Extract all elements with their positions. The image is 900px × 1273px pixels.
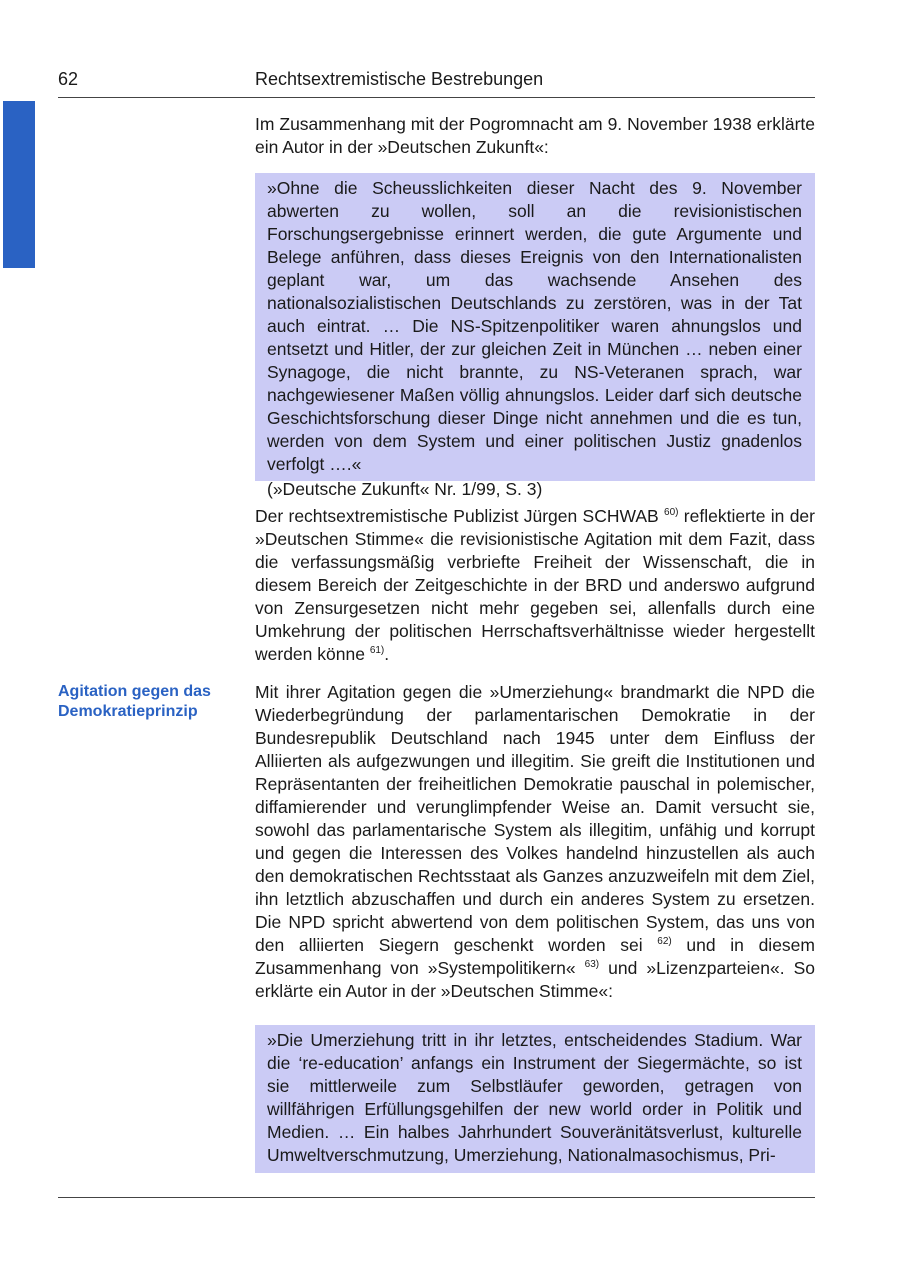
paragraph-schwab bbox=[255, 505, 815, 666]
quote-box-deutsche-stimme bbox=[255, 1025, 815, 1173]
page-number: 62 bbox=[58, 69, 79, 89]
paragraph-agitation bbox=[255, 681, 815, 1003]
quote-box-deutsche-zukunft bbox=[255, 173, 815, 499]
footnote-ref-63: 63) bbox=[584, 959, 600, 970]
paragraph-intro: Im Zusammenhang mit der Pogromnacht am 9. November 1938 erklärte ein Autor in der »Deutschen Zukunft«: bbox=[255, 114, 815, 157]
margin-heading: Agitation gegen das Demokratieprinzip bbox=[58, 683, 211, 720]
paragraph-text: und in diesem Zusammenhang von »Systempolitikern« bbox=[255, 935, 815, 978]
paragraph-text: und »Lizenzparteien«. So erklärte ein Autor in der »Deutschen Stimme«: bbox=[255, 958, 815, 1001]
quote-text: »Die Umerziehung tritt in ihr letztes, entscheidendes Stadium. War die ‘re-education’ anfangs ein Instrument der Siegermächte, so ist sie mittlerweile zum Selbstläufer geworden, getragen von willfährigen Erfüllungsgehilfen der new world order in Politik und Medien. … Ein halbes Jahrhundert Souveränitätsverlust, kulturelle Umweltverschmutzung, Umerziehung, Nationalmasochismus, Pri- bbox=[267, 1030, 802, 1165]
header-divider bbox=[58, 97, 815, 98]
paragraph-text: Mit ihrer Agitation gegen die »Umerziehung« brandmarkt die NPD die Wiederbegründung der parlamentarischen Demokratie in der Bundesrepublik Deutschland nach 1945 unter dem Einfluss der Alliierten als aufgezwungen und illegitim. Sie greift die Institutionen und Repräsentanten der freiheitlichen Demokratie pauschal in polemischer, diffamierender und verunglimpfender Weise an. Damit versucht sie, sowohl das parlamentarische System als illegitim, unfähig und korrupt und gegen die Interessen des Volkes handelnd hinzustellen als auch den demokratischen Rechtsstaat als Ganzes anzuzweifeln mit dem Ziel, ihn letztlich abzuschaffen und durch ein anderes System zu ersetzen. Die NPD spricht abwertend von dem politischen System, das uns von den alliierten Siegern geschenkt worden sei bbox=[255, 682, 815, 955]
footnote-ref-62: 62) bbox=[657, 936, 672, 947]
paragraph-text: Der rechtsextremistische Publizist Jürgen SCHWAB bbox=[255, 506, 665, 526]
paragraph-text: . bbox=[384, 644, 390, 664]
footnote-ref-60: 60) bbox=[664, 507, 679, 518]
paragraph-text: reflektierte in der »Deutschen Stimme« die revisionistische Agitation mit dem Fazit, dass die verfassungsmäßig verbriefte Freiheit der Wissenschaft, die in diesem Bereich der Zeitgeschichte in der BRD und anderswo aufgrund von Zensurgesetzen nicht mehr gegeben sei, allenfalls durch eine Umkehrung der politischen Herrschaftsverhältnisse wieder hergestellt werden könne bbox=[255, 506, 815, 664]
quote-text: »Ohne die Scheusslichkeiten dieser Nacht des 9. November abwerten zu wollen, soll an die revisionistischen Forschungsergebnisse erinnert werden, die gute Argumente und Belege anführen, dass dieses Ereignis von den Internationalisten geplant war, um das wachsende Ansehen des nationalsozialistischen Deutschlands zu zerstören, was in der Tat auch eintrat. … Die NS-Spitzenpolitiker waren ahnungslos und entsetzt und Hitler, der zur gleichen Zeit in München … neben einer Synagoge, die nicht brannte, zu NS-Veteranen sprach, war nachgewiesener Maßen völlig ahnungslos. Leider darf sich deutsche Geschichtsforschung dieser Dinge nicht annehmen und die es tun, werden von dem System und einer politischen Justiz gnadenlos verfolgt ….« bbox=[267, 178, 802, 474]
quote-source: (»Deutsche Zukunft« Nr. 1/99, S. 3) bbox=[267, 479, 543, 499]
footnote-ref-61: 61) bbox=[369, 645, 385, 656]
running-header-title: Rechtsextremistische Bestrebungen bbox=[255, 69, 544, 89]
footer-divider bbox=[58, 1197, 815, 1198]
chapter-color-tab bbox=[3, 101, 35, 268]
